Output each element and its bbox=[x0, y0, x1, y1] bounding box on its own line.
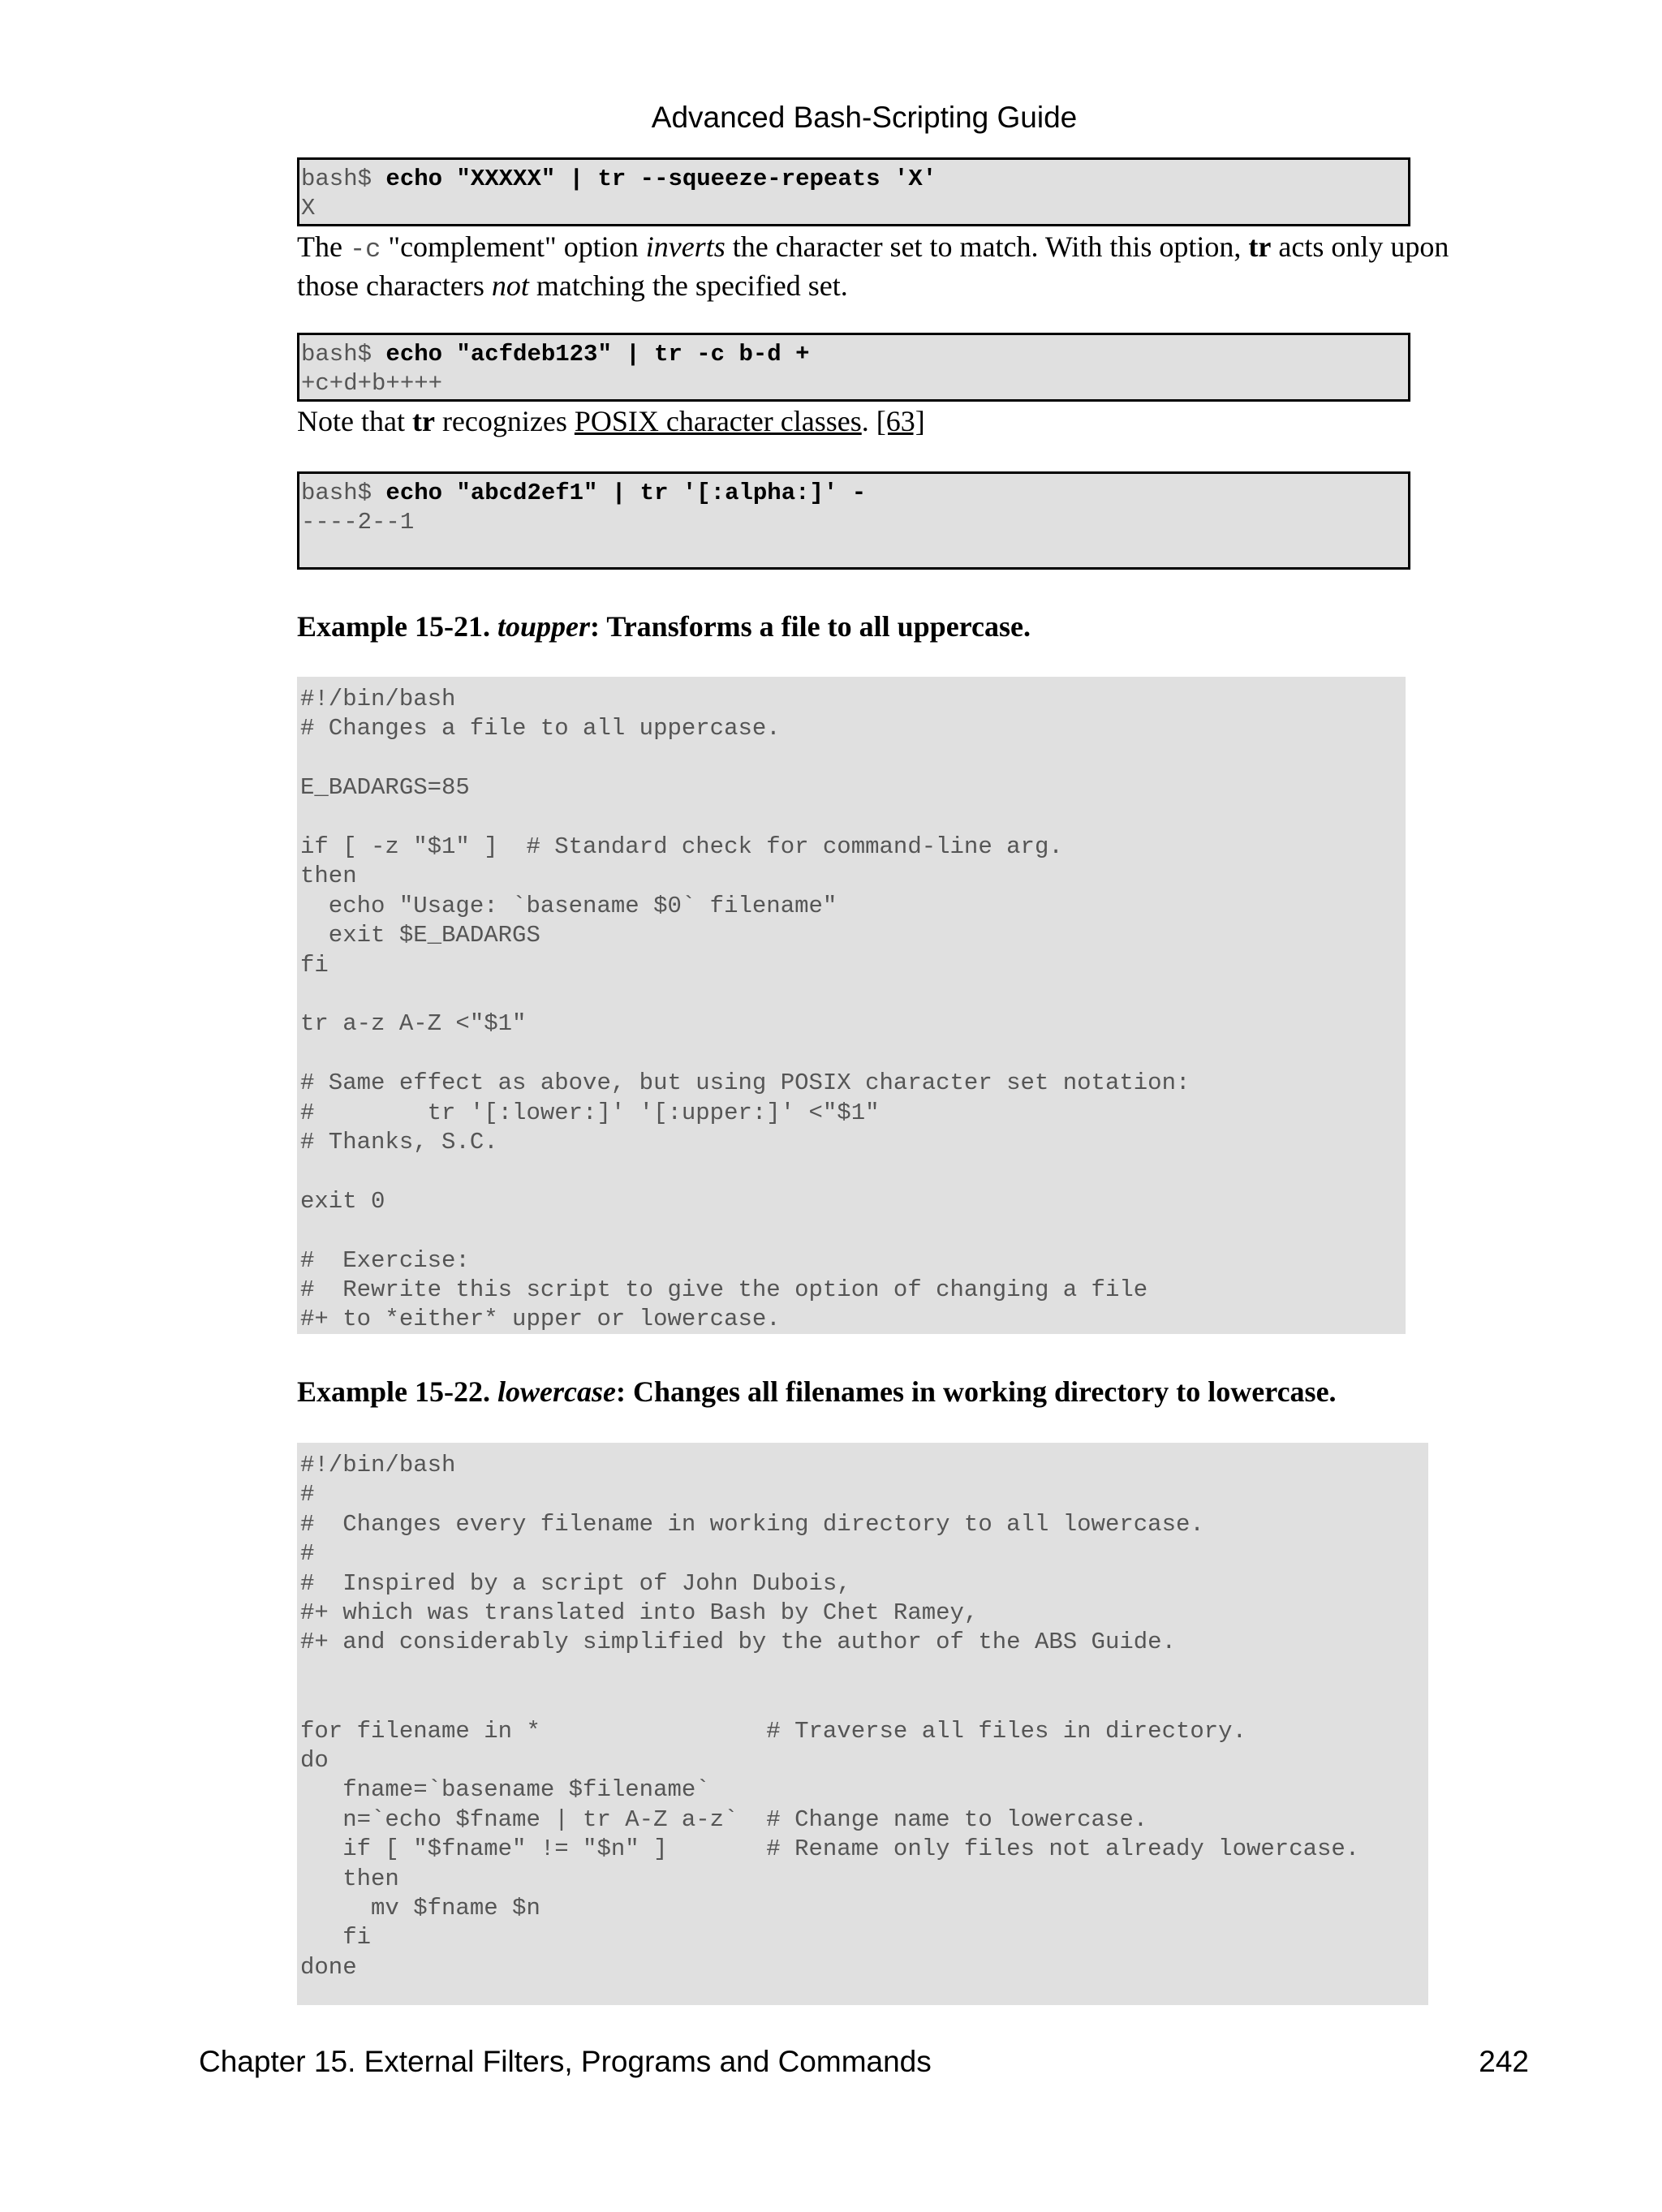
code-line: fname=`basename $filename` bbox=[300, 1776, 710, 1804]
code-line: # Changes a file to all uppercase. bbox=[300, 715, 781, 742]
footer-chapter: Chapter 15. External Filters, Programs and Commands bbox=[199, 2045, 932, 2078]
code-line: if [ -z "$1" ] # Standard check for command-line arg. bbox=[300, 833, 1063, 860]
code-line: # tr '[:lower:]' '[:upper:]' <"$1" bbox=[300, 1099, 880, 1126]
screen-output: ----2--1 bbox=[301, 509, 415, 536]
page-header: Advanced Bash-Scripting Guide bbox=[651, 101, 1078, 134]
code-line: n=`echo $fname | tr A-Z a-z` # Change name to lowercase. bbox=[300, 1805, 1148, 1833]
code-line: # Inspired by a script of John Dubois, bbox=[300, 1569, 851, 1597]
example-description: : Transforms a file to all uppercase. bbox=[590, 610, 1031, 643]
script-name: lowercase bbox=[497, 1375, 616, 1408]
example-label: Example 15-21. bbox=[297, 610, 497, 643]
code-line bbox=[300, 1039, 1406, 1069]
code-line: fi bbox=[300, 1924, 372, 1952]
code-line bbox=[300, 980, 1406, 1009]
code-line: exit 0 bbox=[300, 1187, 385, 1215]
code-line: # bbox=[300, 1481, 315, 1508]
code-line: #+ which was translated into Bash by Chet Ramey, bbox=[300, 1599, 979, 1627]
code-line: # Same effect as above, but using POSIX character set notation: bbox=[300, 1069, 1191, 1097]
code-line: #!/bin/bash bbox=[300, 1452, 456, 1478]
command-name: tr bbox=[1248, 230, 1272, 263]
code-line bbox=[300, 744, 1406, 773]
code-line bbox=[300, 803, 1406, 833]
screen-line bbox=[301, 479, 1408, 508]
example-label: Example 15-22. bbox=[297, 1375, 497, 1408]
code-line: exit $E_BADARGS bbox=[300, 922, 540, 949]
shell-prompt: bash$ bbox=[301, 480, 386, 506]
screen-output: +c+d+b++++ bbox=[301, 370, 443, 397]
posix-classes-link[interactable]: POSIX character classes bbox=[574, 405, 862, 437]
code-line: echo "Usage: `basename $0` filename" bbox=[300, 892, 837, 919]
code-line: tr a-z A-Z <"$1" bbox=[300, 1010, 527, 1038]
code-block-toupper bbox=[297, 677, 1406, 1334]
code-line bbox=[300, 1658, 1428, 1687]
screen-posix-alpha bbox=[297, 471, 1410, 570]
screen-complement bbox=[297, 333, 1410, 402]
paragraph-posix-note bbox=[297, 403, 1514, 439]
code-block-lowercase bbox=[297, 1443, 1428, 2005]
code-line: # bbox=[300, 1540, 315, 1568]
emphasis: inverts bbox=[645, 230, 726, 263]
example-title-lowercase bbox=[297, 1374, 1337, 1409]
emphasis: not bbox=[491, 269, 529, 302]
page-number: 242 bbox=[1479, 2045, 1529, 2078]
text: acts only upon those characters bbox=[297, 230, 1449, 302]
shell-prompt: bash$ bbox=[301, 341, 386, 368]
code-line: #+ to *either* upper or lowercase. bbox=[300, 1306, 781, 1333]
code-line bbox=[300, 1216, 1406, 1246]
text: recognizes bbox=[434, 405, 575, 437]
code-line bbox=[300, 1687, 1428, 1716]
screen-output: X bbox=[301, 195, 316, 222]
code-line: then bbox=[300, 863, 357, 890]
inline-code: -c bbox=[349, 235, 381, 265]
code-line: E_BADARGS=85 bbox=[300, 774, 470, 802]
example-title-toupper bbox=[297, 609, 1031, 644]
code-line bbox=[300, 1157, 1406, 1186]
code-line: # Thanks, S.C. bbox=[300, 1129, 498, 1156]
screen-line bbox=[301, 340, 1408, 369]
shell-prompt: bash$ bbox=[301, 166, 386, 192]
code-line: do bbox=[300, 1747, 329, 1775]
text: The bbox=[297, 230, 350, 263]
text: matching the specified set. bbox=[528, 269, 848, 302]
screen-squeeze-repeats bbox=[297, 157, 1410, 226]
code-line: if [ "$fname" != "$n" ] # Rename only files not already lowercase. bbox=[300, 1835, 1360, 1863]
code-line: #!/bin/bash bbox=[300, 686, 456, 712]
shell-command: echo "XXXXX" | tr --squeeze-repeats 'X' bbox=[385, 166, 937, 192]
shell-command: echo "acfdeb123" | tr -c b-d + bbox=[385, 341, 810, 368]
code-line: # Changes every filename in working directory to all lowercase. bbox=[300, 1510, 1204, 1538]
code-line: # Rewrite this script to give the option of changing a file bbox=[300, 1276, 1148, 1304]
screen-line bbox=[301, 165, 1408, 194]
code-line: done bbox=[300, 1953, 357, 1981]
code-line: mv $fname $n bbox=[300, 1895, 540, 1922]
paragraph-complement bbox=[297, 229, 1514, 303]
text: the character set to match. With this option, bbox=[725, 230, 1249, 263]
code-line: fi bbox=[300, 951, 329, 979]
shell-command: echo "abcd2ef1" | tr '[:alpha:]' - bbox=[385, 480, 867, 506]
code-line: then bbox=[300, 1865, 399, 1892]
code-line: # Exercise: bbox=[300, 1246, 470, 1274]
text: Note that bbox=[297, 405, 412, 437]
text: "complement" option bbox=[381, 230, 646, 263]
footnote-link[interactable]: [63] bbox=[876, 405, 925, 437]
code-line: for filename in * # Traverse all files in directory. bbox=[300, 1717, 1246, 1745]
script-name: toupper bbox=[497, 610, 591, 643]
text: . bbox=[861, 405, 876, 437]
code-line: #+ and considerably simplified by the author of the ABS Guide. bbox=[300, 1629, 1176, 1656]
command-name: tr bbox=[411, 405, 435, 437]
example-description: : Changes all filenames in working directory to lowercase. bbox=[615, 1375, 1337, 1408]
